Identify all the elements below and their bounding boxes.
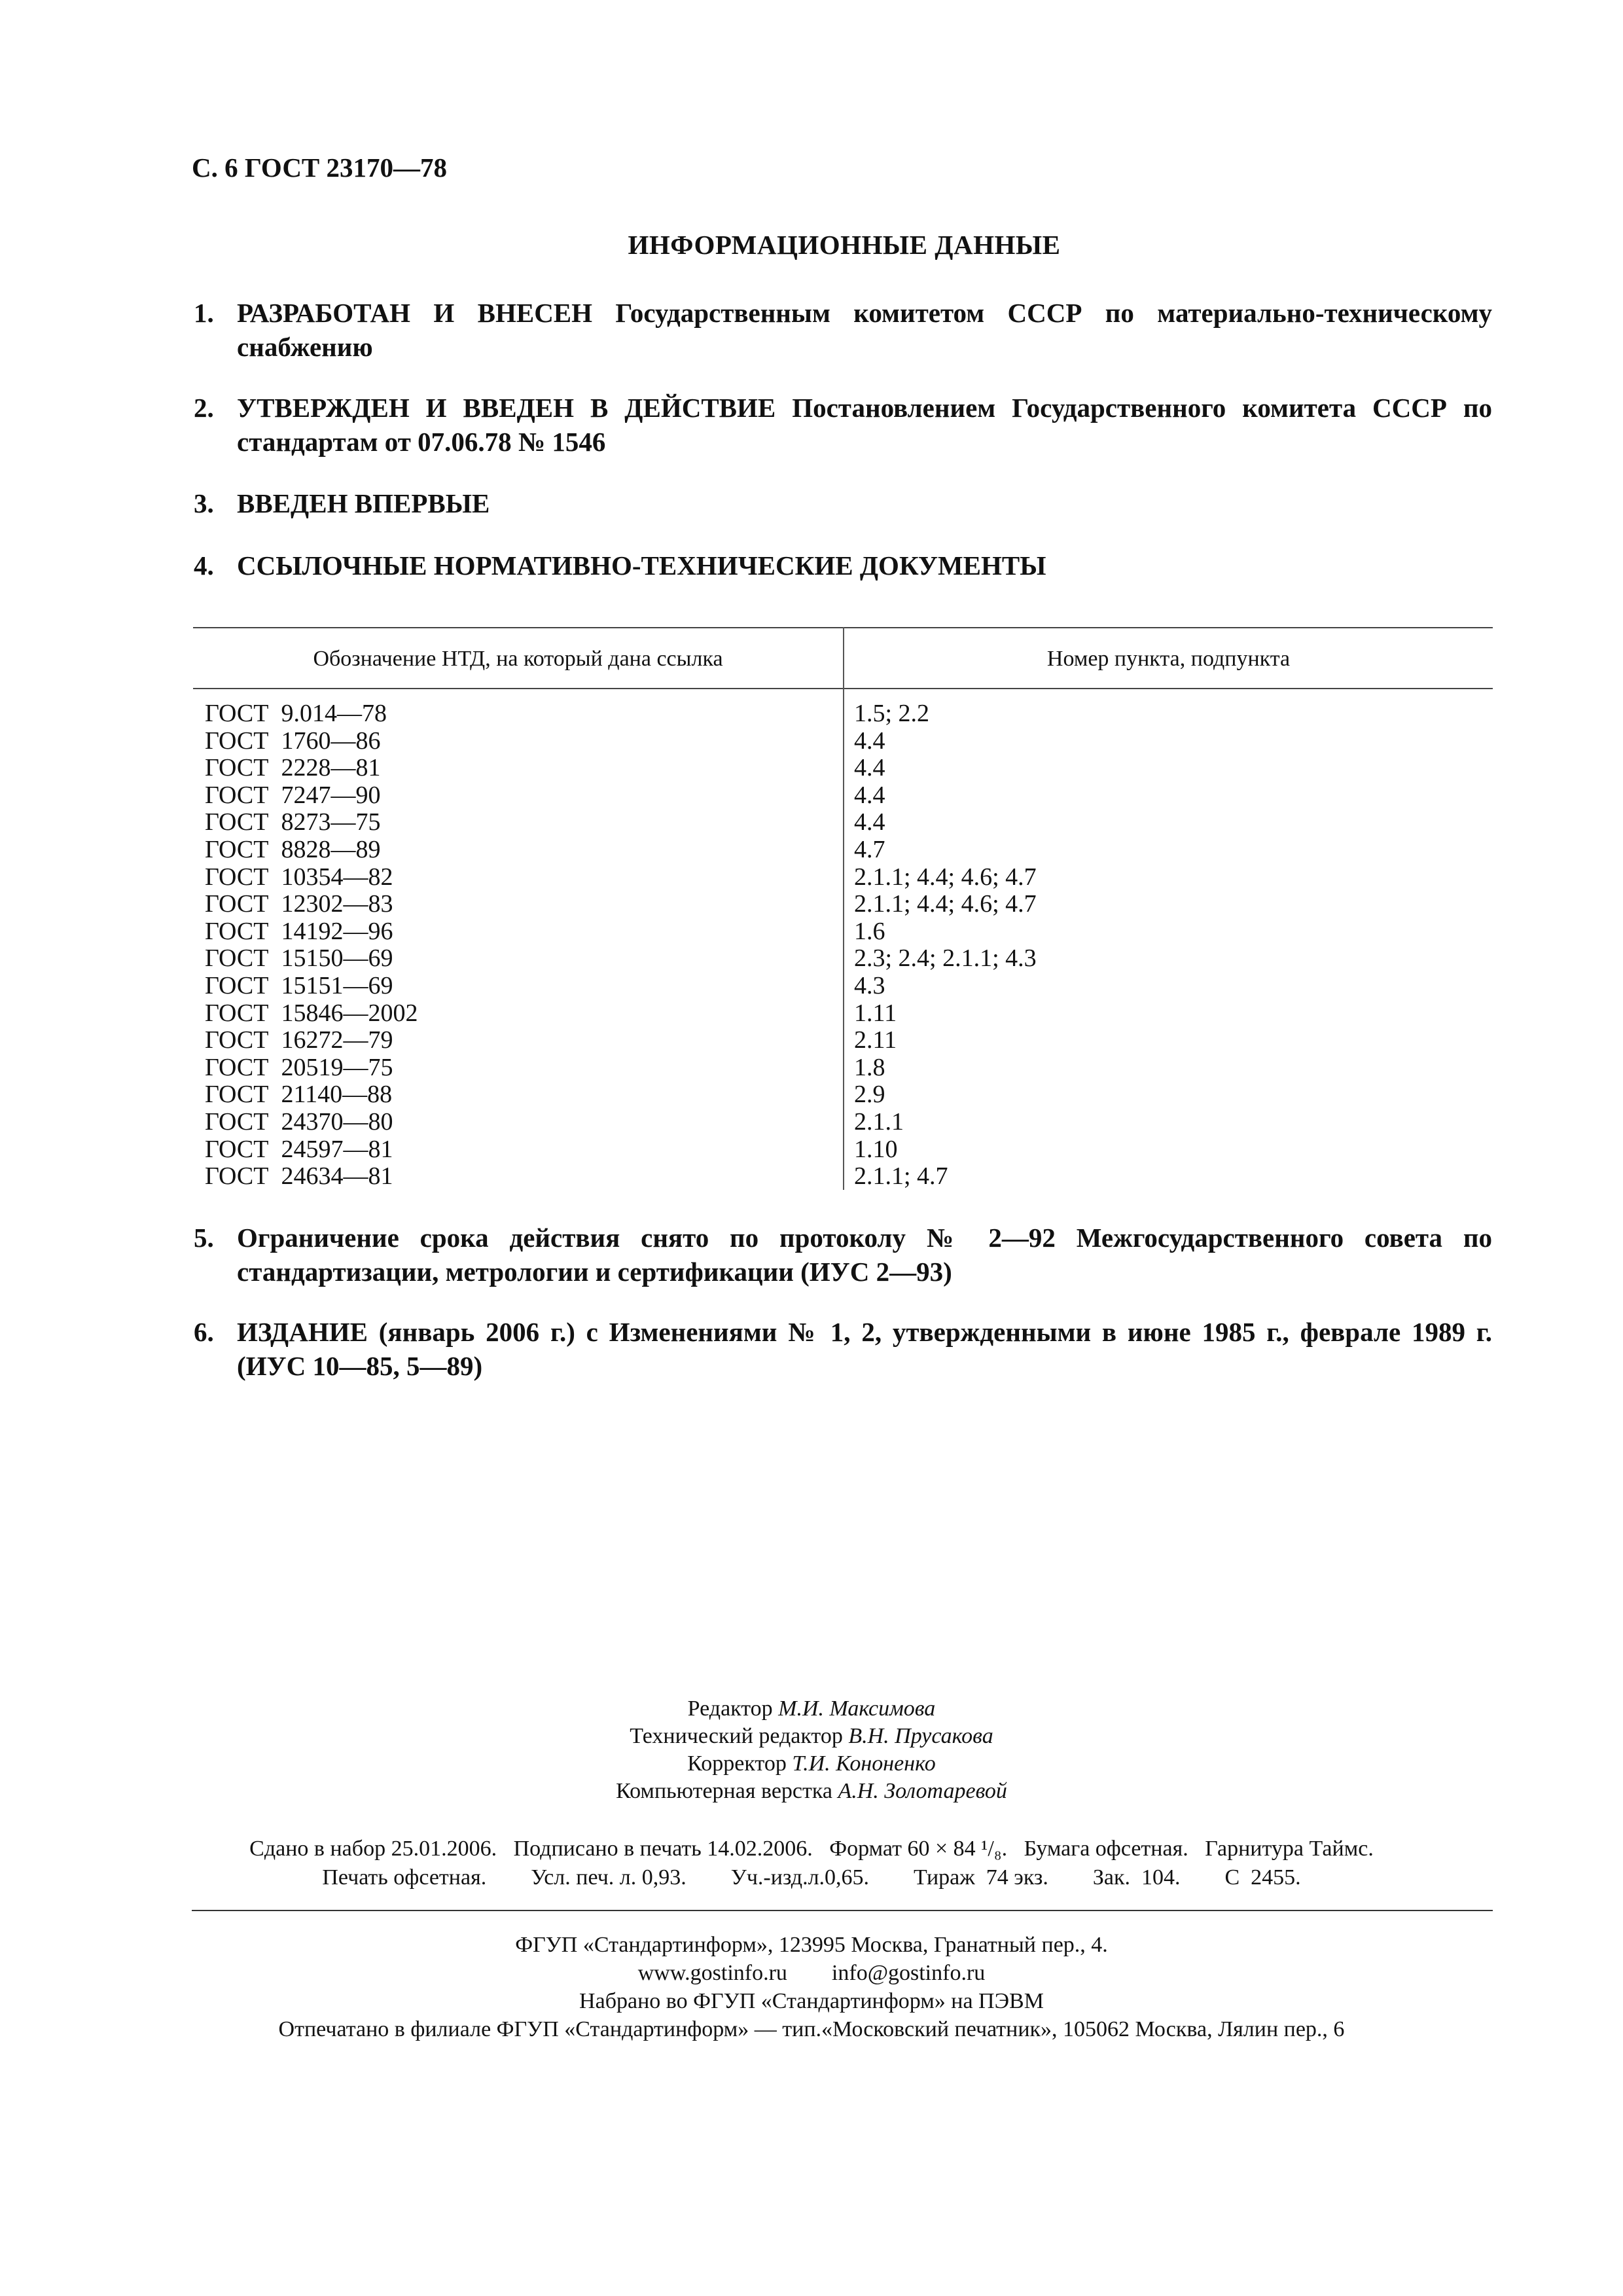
table-cell-clause: 2.1.1; 4.4; 4.6; 4.7 [854,890,1037,918]
publisher-typeset: Набрано во ФГУП «Стандартинформ» на ПЭВМ [579,1989,1044,2013]
info-item-5 [194,1221,1492,1289]
table-cell-clause: 1.6 [854,917,885,945]
table-cell-clause: 2.11 [854,1026,897,1054]
item-text: ИЗДАНИЕ (январь 2006 г.) с Изменениями № 1, 2, утвержденными в июне 1985 г., феврале 1989 г. (ИУС 10—85, 5—89) [237,1317,1492,1381]
table-cell-clause: 1.11 [854,999,897,1027]
section-title: ИНФОРМАЦИОННЫЕ ДАННЫЕ [628,230,1061,260]
item-number: 6. [194,1317,214,1347]
info-item-2 [194,391,1492,459]
info-item-4 [194,548,1492,583]
table-cell-clause: 2.9 [854,1081,885,1109]
item-text: Ограничение срока действия снято по протоколу № 2—92 Межгосударственного совета по стандартизации, метрологии и сертификации (ИУС 2—93) [237,1223,1492,1287]
credit-role: Технический редактор [630,1724,843,1748]
table-cell-designation: ГОСТ 21140—88 [205,1081,393,1109]
info-item-1 [194,296,1492,364]
info-item-3 [194,486,1492,520]
table-cell-clause: 2.3; 2.4; 2.1.1; 4.3 [854,944,1037,973]
table-cell-clause: 1.5; 2.2 [854,700,930,727]
credit-name: Т.И. Кононенко [792,1751,936,1776]
footer-divider [192,1910,1493,1911]
info-item-6 [194,1315,1492,1383]
credit-tech-editor [0,1723,1623,1750]
table-cell-clause: 2.1.1 [854,1107,904,1136]
table-cell-clause: 1.8 [854,1053,885,1081]
table-cell-designation: ГОСТ 8828—89 [205,835,381,863]
print-info-line-2: Печать офсетная. Усл. печ. л. 0,93. Уч.-изд.л.0,65. Тираж 74 экз. Зак. 104. С 2455. [322,1865,1301,1890]
table-cell-designation: ГОСТ 10354—82 [205,863,393,891]
table-cell-clause: 2.1.1; 4.7 [854,1162,948,1191]
item-text: ВВЕДЕН ВПЕРВЫЕ [237,488,490,518]
credit-proofreader [0,1750,1623,1778]
table-cell-designation: ГОСТ 9.014—78 [205,700,387,727]
table-cell-designation: ГОСТ 15846—2002 [205,999,418,1027]
table-cell-clause: 4.4 [854,754,885,782]
credits-block [0,1695,1623,1805]
table-cell-designation: ГОСТ 7247—90 [205,781,381,809]
table-cell-designation: ГОСТ 24634—81 [205,1162,393,1191]
table-cell-clause: 1.10 [854,1135,898,1163]
credit-layout [0,1778,1623,1805]
publisher-printed: Отпечатано в филиале ФГУП «Стандартинформ» — тип.«Московский печатник», 105062 Москва, Лялин пер., 6 [278,2017,1345,2041]
credit-name: А.Н. Золотаревой [838,1779,1007,1803]
table-cell-designation: ГОСТ 24597—81 [205,1135,393,1163]
item-number: 3. [194,488,214,518]
credit-name: В.Н. Прусакова [848,1724,993,1748]
item-number: 5. [194,1223,214,1253]
item-number: 2. [194,393,214,423]
table-cell-designation: ГОСТ 15150—69 [205,944,393,973]
item-text: РАЗРАБОТАН И ВНЕСЕН Государственным комитетом СССР по материально-техническому снабжению [237,298,1492,362]
table-cell-clause: 4.3 [854,971,885,999]
table-cell-clause: 4.4 [854,726,885,755]
table-header-clause: Номер пункта, подпункта [1046,647,1291,671]
page-header: С. 6 ГОСТ 23170—78 [192,152,448,183]
item-text: УТВЕРЖДЕН И ВВЕДЕН В ДЕЙСТВИЕ Постановлением Государственного комитета СССР по стандартам от 07.06.78 № 1546 [237,393,1492,457]
table-cell-designation: ГОСТ 2228—81 [205,754,381,782]
table-cell-designation: ГОСТ 14192—96 [205,917,393,945]
publisher-block [0,1931,1623,2043]
credit-name: М.И. Максимова [778,1696,936,1721]
clause-column [854,700,1037,1191]
designation-column [205,700,418,1191]
table-cell-clause: 2.1.1; 4.4; 4.6; 4.7 [854,863,1037,891]
publisher-address: ФГУП «Стандартинформ», 123995 Москва, Гранатный пер., 4. [515,1933,1108,1957]
table-cell-designation: ГОСТ 12302—83 [205,890,393,918]
print-info-line-1: Сдано в набор 25.01.2006. Подписано в печать 14.02.2006. Формат 60 × 84 ¹/₈. Бумага офсетная. Гарнитура Таймс. [249,1837,1374,1861]
table-cell-designation: ГОСТ 15151—69 [205,971,393,999]
item-text: ССЫЛОЧНЫЕ НОРМАТИВНО-ТЕХНИЧЕСКИЕ ДОКУМЕНТЫ [237,550,1046,581]
table-cell-designation: ГОСТ 1760—86 [205,726,381,755]
table-cell-designation: ГОСТ 20519—75 [205,1053,393,1081]
table-cell-clause: 4.4 [854,781,885,809]
table-cell-clause: 4.7 [854,835,885,863]
publisher-web: www.gostinfo.ru info@gostinfo.ru [637,1961,986,1985]
item-number: 4. [194,550,214,581]
credit-role: Редактор [687,1696,773,1721]
credit-editor [0,1695,1623,1723]
table-cell-designation: ГОСТ 16272—79 [205,1026,393,1054]
table-header-designation: Обозначение НТД, на который дана ссылка [313,647,723,671]
credit-role: Компьютерная верстка [616,1779,832,1803]
table-cell-designation: ГОСТ 24370—80 [205,1107,393,1136]
table-cell-designation: ГОСТ 8273—75 [205,808,381,836]
table-column-divider [843,627,844,1190]
table-cell-clause: 4.4 [854,808,885,836]
item-number: 1. [194,298,214,328]
credit-role: Корректор [687,1751,787,1776]
